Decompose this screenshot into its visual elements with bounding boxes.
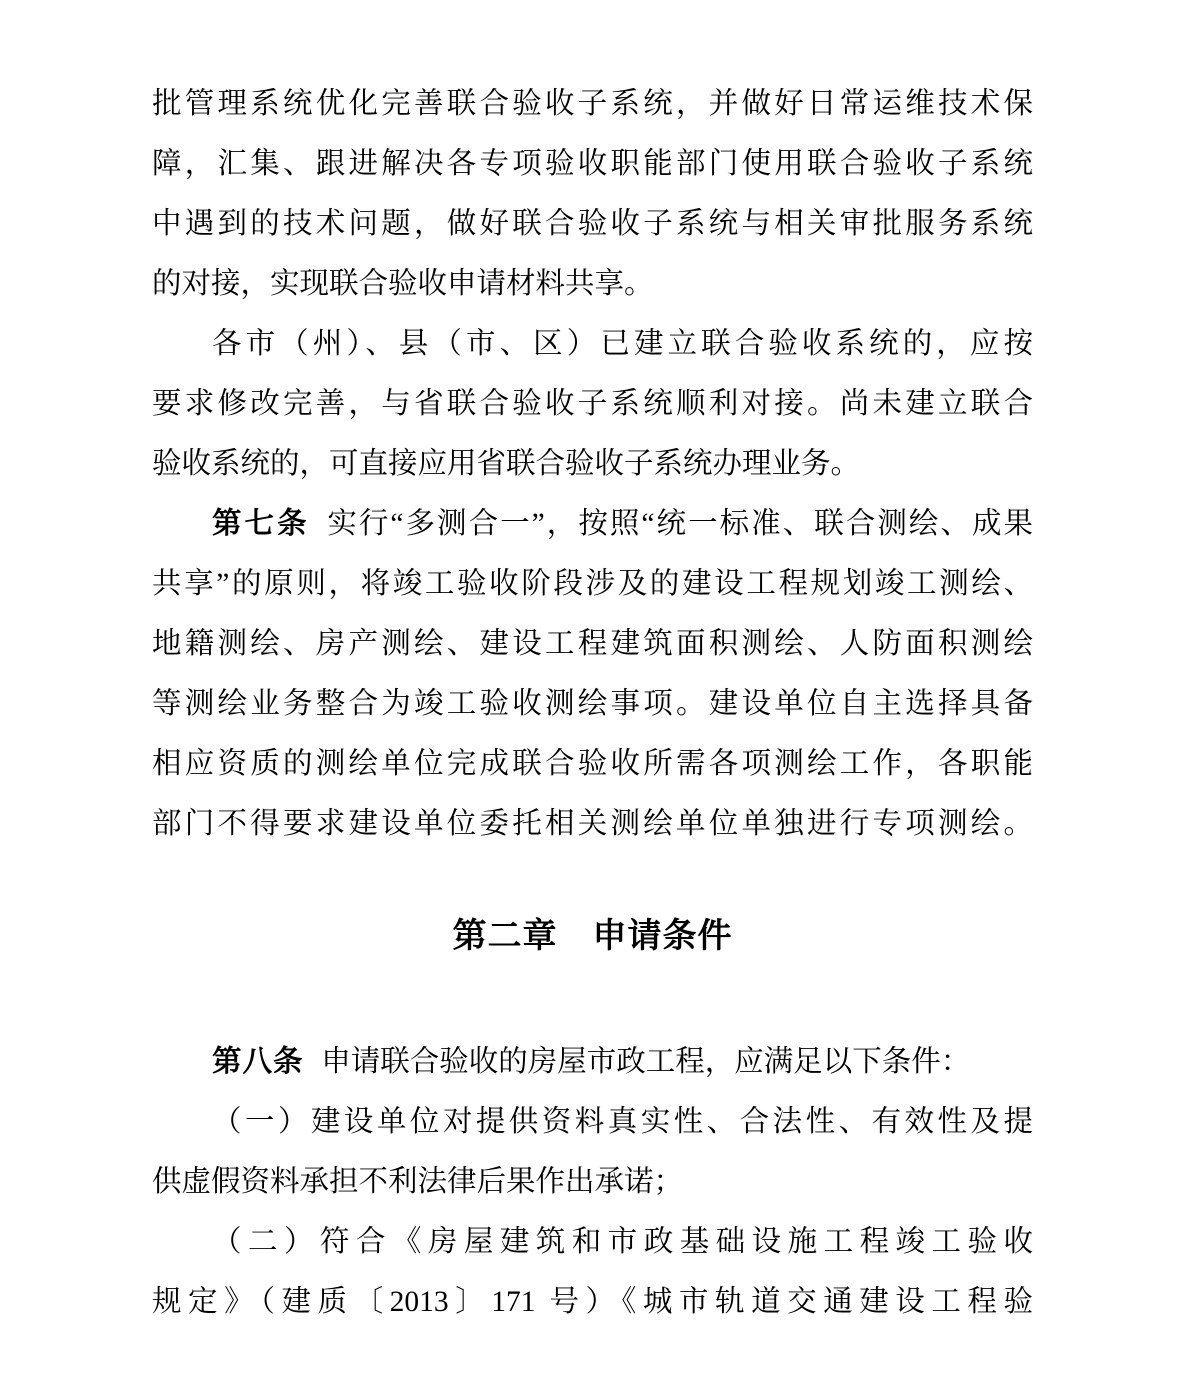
paragraph-line: 地籍测绘、房产测绘、建设工程建筑面积测绘、人防面积测绘 <box>152 628 1033 660</box>
article-7-label: 第七条 <box>212 507 310 540</box>
paragraph-line: 批管理系统优化完善联合验收子系统，并做好日常运维技术保 <box>152 88 1033 120</box>
article-7-first-line <box>152 494 1033 554</box>
document-body <box>152 74 1033 1332</box>
list-item-2-line: （二）符合《房屋建筑和市政基础设施工程竣工验收 <box>212 1226 1033 1258</box>
paragraph-line: 中遇到的技术问题，做好联合验收子系统与相关审批服务系统 <box>152 208 1033 240</box>
paragraph-line: 共享”的原则，将竣工验收阶段涉及的建设工程规划竣工测绘、 <box>152 568 1033 600</box>
paragraph-line: 的对接，实现联合验收申请材料共享。 <box>152 268 654 300</box>
paragraph-line: 障，汇集、跟进解决各专项验收职能部门使用联合验收子系统 <box>152 148 1033 180</box>
paragraph-line: 等测绘业务整合为竣工验收测绘事项。建设单位自主选择具备 <box>152 688 1033 720</box>
paragraph-line: 部门不得要求建设单位委托相关测绘单位单独进行专项测绘。 <box>152 808 1033 840</box>
paragraph-line: 各市（州）、县（市、区）已建立联合验收系统的，应按 <box>212 328 1033 360</box>
chapter-heading: 第二章 申请条件 <box>452 917 733 955</box>
list-item-2-line: 规定》（建质〔2013〕171 号）《城市轨道交通建设工程验 <box>152 1286 1033 1318</box>
paragraph-line: 验收系统的，可直接应用省联合验收子系统办理业务。 <box>152 448 861 480</box>
article-8-text: 申请联合验收的房屋市政工程，应满足以下条件： <box>321 1046 971 1078</box>
list-item-1-line: 供虚假资料承担不利法律后果作出承诺； <box>152 1166 684 1198</box>
list-item-1-line: （一）建设单位对提供资料真实性、合法性、有效性及提 <box>212 1106 1033 1138</box>
article-7-text: 实行“多测合一”，按照“统一标准、联合测绘、成果 <box>327 508 1033 540</box>
paragraph-line: 相应资质的测绘单位完成联合验收所需各项测绘工作，各职能 <box>152 748 1033 780</box>
article-8-label: 第八条 <box>212 1045 304 1078</box>
paragraph-line: 要求修改完善，与省联合验收子系统顺利对接。尚未建立联合 <box>152 388 1033 420</box>
article-8-first-line <box>152 1032 1033 1092</box>
